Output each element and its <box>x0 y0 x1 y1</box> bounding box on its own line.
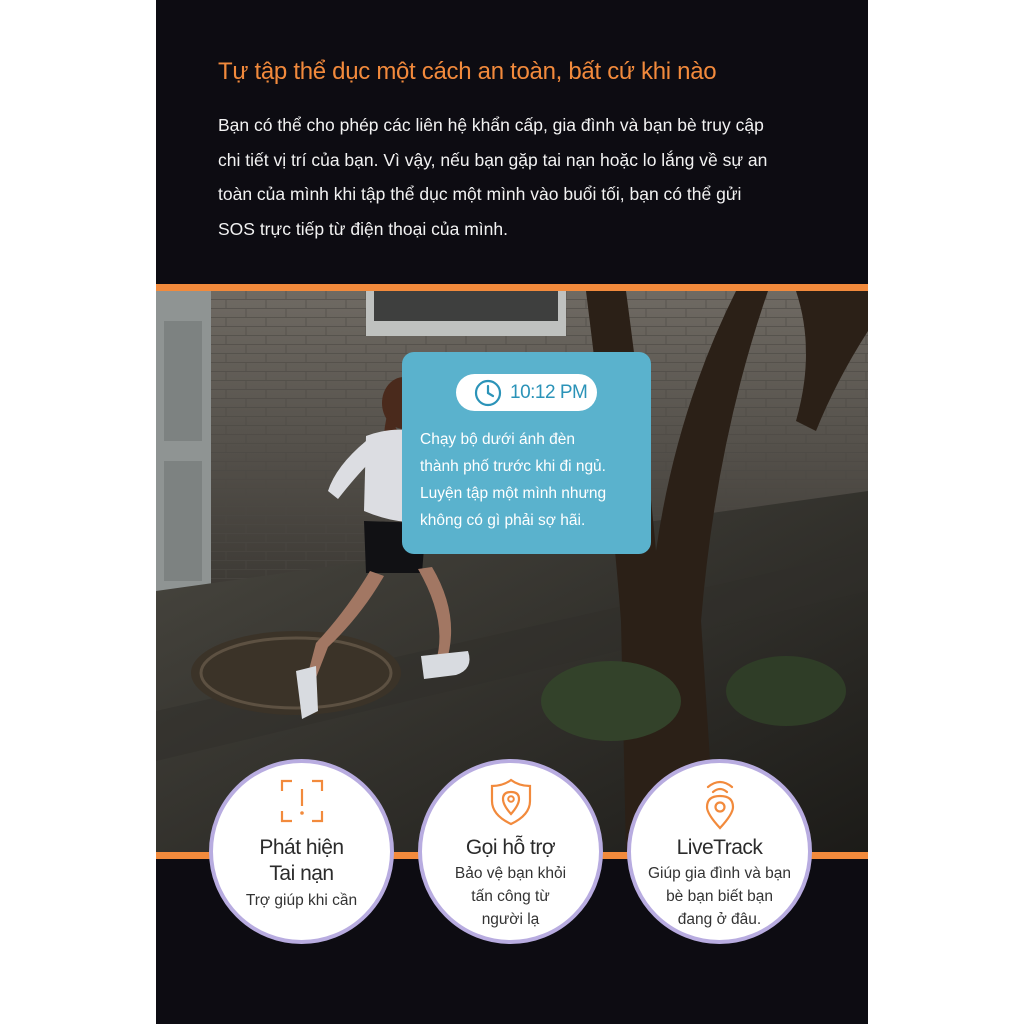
callout-line: không có gì phải sợ hãi. <box>420 512 586 529</box>
feature-description <box>434 862 587 931</box>
callout-line: Chạy bộ dưới ánh đèn <box>420 431 575 448</box>
time-pill <box>456 374 597 411</box>
feature-call-assistance <box>418 759 603 944</box>
feature-title <box>422 835 599 861</box>
clock-icon <box>474 379 502 407</box>
callout-line: Luyện tập một mình nhưng <box>420 485 607 502</box>
feature-desc-line: Trợ giúp khi cần <box>245 892 358 909</box>
intro-line: SOS trực tiếp từ điện thoại của mình. <box>218 218 508 239</box>
feature-title-line: Phát hiện <box>259 836 344 859</box>
feature-desc-line: đang ở đâu. <box>677 911 762 928</box>
headline: Tự tập thể dục một cách an toàn, bất cứ khi nào <box>218 58 717 85</box>
incident-detection-icon <box>278 777 326 825</box>
feature-desc-line: người lạ <box>481 911 540 928</box>
feature-title-line: Gọi hỗ trợ <box>465 836 556 859</box>
callout-text <box>420 426 645 534</box>
feature-desc-line: bè bạn biết bạn <box>666 888 773 905</box>
orange-stripe-top <box>156 284 868 291</box>
feature-desc-line: tấn công từ <box>471 888 550 905</box>
time-callout-card <box>402 352 651 554</box>
feature-description <box>643 862 796 931</box>
feature-livetrack <box>627 759 812 944</box>
feature-title <box>631 835 808 861</box>
feature-desc-line: Bảo vệ bạn khỏi <box>454 865 567 882</box>
time-label: 10:12 PM <box>510 382 588 403</box>
feature-desc-line: Giúp gia đình và bạn <box>647 865 792 882</box>
feature-title <box>213 835 390 887</box>
callout-line: thành phố trước khi đi ngủ. <box>420 458 606 475</box>
feature-title-line: Tai nạn <box>269 862 334 885</box>
livetrack-icon <box>700 777 740 831</box>
intro-line: Bạn có thể cho phép các liên hệ khẩn cấp, gia đình và bạn bè truy cập <box>218 115 764 135</box>
feature-incident-detection <box>209 759 394 944</box>
intro-line: chi tiết vị trí của bạn. Vì vậy, nếu bạn gặp tai nạn hoặc lo lắng về sự an <box>218 149 768 170</box>
intro-paragraph <box>218 108 818 246</box>
intro-line: toàn của mình khi tập thể dục một mình vào buổi tối, bạn có thể gửi <box>218 184 742 204</box>
feature-title-line: LiveTrack <box>676 836 763 859</box>
feature-description <box>225 889 378 912</box>
shield-location-icon <box>489 777 533 827</box>
